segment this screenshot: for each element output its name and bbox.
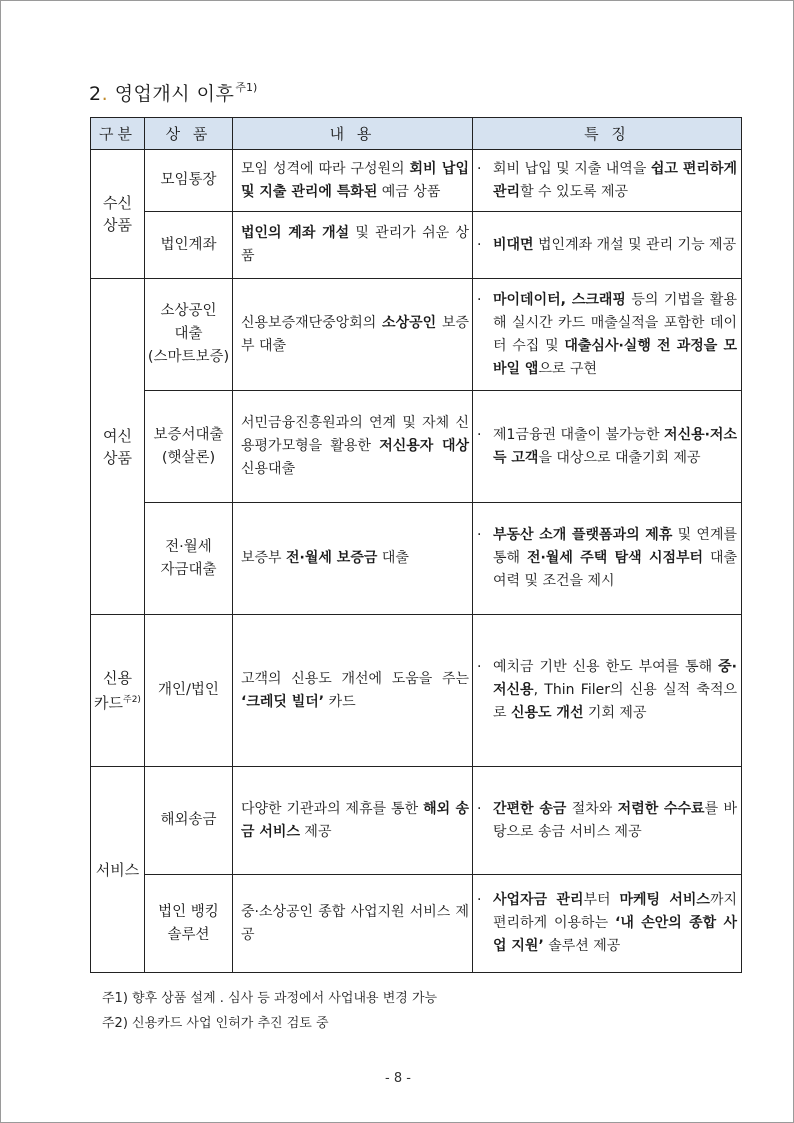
feature-text-segment: 마케팅 서비스 (619, 892, 710, 908)
content-cell (233, 615, 473, 767)
content-cell (233, 150, 473, 212)
page-number: - 8 - (385, 1071, 411, 1086)
category-cell (91, 767, 145, 973)
feature-text-segment: 마이데이터, 스크래핑 (493, 291, 626, 308)
content-text: 제공 (299, 823, 332, 840)
product-name: 개인/법인 (158, 682, 219, 698)
bullet-icon: · (477, 800, 482, 817)
bullet-icon: · (477, 892, 482, 908)
feature-item (477, 889, 737, 958)
feature-text (493, 524, 737, 593)
product-name: (햇살론) (161, 449, 216, 466)
product-name: 자금대출 (160, 561, 217, 578)
content-text: 신용대출 (241, 461, 296, 477)
footnote-2: 주2) 신용카드 사업 인허가 추진 검토 중 (102, 1016, 329, 1031)
table-row (91, 503, 742, 615)
product-cell (145, 150, 233, 212)
feature-text (493, 656, 737, 725)
header-product: 상 품 (145, 118, 233, 150)
bullet-icon: · (477, 236, 482, 253)
feature-cell (473, 767, 742, 875)
feature-text-segment: 사업자금 관리 (493, 892, 584, 908)
section-title-text: 영업개시 이후 (114, 83, 235, 105)
feature-text (493, 798, 737, 844)
category-cell (91, 279, 145, 615)
content-text: 보증부 (241, 550, 287, 566)
content-text: 신용보증재단중앙회의 (241, 314, 383, 331)
content-text: 소상공인 (382, 314, 437, 331)
feature-text-segment: 솔루션 제공 (543, 938, 621, 954)
product-cell (145, 615, 233, 767)
feature-text-segment: 쉽고 편리하게 관리 (493, 160, 737, 200)
product-name: 전·월세 (165, 538, 212, 555)
feature-text-segment: 전·월세 주택 탐색 시점부터 (526, 550, 704, 566)
category-label: 여신 (103, 426, 132, 445)
bullet-icon: · (477, 291, 482, 308)
content-text: 회비 납입 및 지출 관리에 특화된 (241, 160, 469, 200)
feature-text-segment: 부터 (583, 892, 620, 908)
category-label: 상품 (103, 448, 132, 467)
feature-text (493, 158, 737, 204)
feature-text (493, 889, 737, 958)
table-row (91, 875, 742, 973)
product-cell (145, 279, 233, 391)
content-text: 저신용자 대상 (379, 438, 469, 454)
category-footnote-ref: 주2) (123, 695, 141, 705)
content-text: 중·소상공인 종합 사업지원 서비스 제공 (241, 903, 469, 943)
feature-text-segment: 할 수 있도록 제공 (520, 183, 629, 200)
table-header-row (91, 118, 742, 150)
feature-cell (473, 279, 742, 391)
feature-item (477, 524, 737, 593)
feature-text-segment: 제1금융권 대출이 불가능한 (493, 426, 665, 443)
feature-text-segment: ‘내 손안의 종합 사업 지원’ (493, 915, 738, 954)
content-text: 및 관리가 쉬운 상품 (241, 225, 469, 264)
content-text: 보증부 대출 (241, 314, 469, 354)
section-title (89, 79, 257, 106)
feature-text-segment: 기회 제공 (583, 705, 647, 721)
content-cell (233, 767, 473, 875)
product-name: 모임통장 (160, 172, 217, 188)
content-text: 고객의 신용도 개선에 도움을 주는 (241, 670, 469, 687)
content-cell (233, 391, 473, 503)
feature-item (477, 289, 737, 381)
bullet-icon: · (477, 527, 482, 543)
product-name: 해외송금 (160, 812, 217, 828)
feature-text-segment: 까지 편리하게 이용하는 (493, 892, 737, 931)
product-name: 보증서대출 (153, 426, 224, 443)
section-footnote-ref: 주1) (235, 81, 258, 94)
content-cell (233, 875, 473, 973)
table-row (91, 212, 742, 279)
feature-text-segment: 및 연계를 통해 (493, 527, 737, 566)
feature-text-segment: 중·저신용 (493, 659, 737, 698)
feature-text-segment: 을 대상으로 대출기회 제공 (538, 449, 701, 466)
product-cell (145, 767, 233, 875)
product-name: (스마트보증) (147, 349, 230, 365)
feature-text-segment: 신용도 개선 (510, 705, 584, 721)
product-cell (145, 391, 233, 503)
product-table (90, 117, 742, 973)
product-name: 법인계좌 (160, 236, 217, 253)
section-number-dot: . (101, 83, 109, 105)
feature-text-segment: 를 바탕으로 송금 서비스 제공 (493, 800, 737, 840)
feature-text-segment: 등의 기법을 활용해 실시간 카드 매출실적을 포함한 데이터 수집 및 (493, 291, 737, 354)
feature-text-segment: 절차와 (566, 800, 618, 817)
content-cell (233, 279, 473, 391)
content-text: 카드 (324, 693, 356, 710)
feature-text-segment: 법인계좌 개설 및 관리 기능 제공 (533, 236, 737, 253)
product-cell (145, 875, 233, 973)
content-cell (233, 503, 473, 615)
feature-item (477, 798, 737, 844)
product-name: 대출 (174, 326, 203, 342)
category-label: 수신 (103, 194, 132, 212)
content-text: 해외 송금 서비스 (241, 800, 469, 840)
table-row (91, 615, 742, 767)
feature-text-segment: 회비 납입 및 지출 내역을 (493, 160, 651, 177)
category-label: 신용 (103, 669, 132, 687)
content-text: 모임 성격에 따라 구성원의 (241, 160, 410, 177)
feature-text-segment: 예치금 기반 신용 한도 부여를 통해 (493, 659, 719, 675)
feature-text-segment: , Thin Filer의 신용 실적 축적으로 (493, 682, 737, 721)
feature-cell (473, 875, 742, 973)
feature-text-segment: 비대면 (493, 236, 534, 253)
table-row (91, 150, 742, 212)
feature-cell (473, 503, 742, 615)
table-body (91, 150, 742, 973)
feature-text-segment: 대출여력 및 조건을 제시 (493, 550, 738, 589)
content-text: 서민금융진흥원과의 연계 및 자체 신용평가모형을 활용한 (241, 415, 469, 454)
header-content: 내 용 (233, 118, 473, 150)
feature-item (477, 656, 737, 725)
feature-text-segment: 대출심사·실행 전 과정을 모바일 앱 (493, 337, 737, 377)
content-text: 대출 (377, 550, 409, 566)
feature-cell (473, 212, 742, 279)
feature-text (493, 234, 737, 257)
footnote-1: 주1) 향후 상품 설계 . 심사 등 과정에서 사업내용 변경 가능 (102, 991, 438, 1006)
product-name: 소상공인 (160, 303, 217, 319)
header-category: 구분 (91, 118, 145, 150)
footnotes (102, 986, 437, 1036)
product-name: 법인 뱅킹 (158, 903, 219, 920)
feature-item (477, 158, 737, 204)
product-cell (145, 212, 233, 279)
category-cell (91, 150, 145, 279)
category-label: 서비스 (95, 860, 140, 879)
content-text: 전·월세 보증금 (286, 550, 378, 566)
content-text: 법인의 계좌 개설 (241, 225, 350, 241)
feature-item (477, 424, 737, 470)
feature-text-segment: 간편한 송금 (493, 800, 567, 817)
feature-text (493, 424, 737, 470)
header-feature: 특 징 (473, 118, 742, 150)
content-text: ‘크레딧 빌더’ (241, 693, 325, 710)
product-cell (145, 503, 233, 615)
table-row (91, 391, 742, 503)
bullet-icon: · (477, 426, 482, 443)
product-name: 솔루션 (167, 926, 210, 943)
table-row (91, 279, 742, 391)
bullet-icon: · (477, 659, 482, 675)
feature-cell (473, 150, 742, 212)
section-number: 2 (89, 83, 102, 105)
feature-text-segment: 저렴한 수수료 (617, 800, 705, 817)
content-cell (233, 212, 473, 279)
table-row (91, 767, 742, 875)
content-text: 다양한 기관과의 제휴를 통한 (241, 800, 424, 817)
category-label: 상품 (103, 216, 132, 234)
feature-cell (473, 391, 742, 503)
category-cell (91, 615, 145, 767)
feature-text (493, 289, 737, 381)
feature-text-segment: 으로 구현 (538, 360, 597, 377)
category-label: 카드 (94, 694, 124, 712)
feature-cell (473, 615, 742, 767)
bullet-icon: · (477, 160, 482, 177)
content-text: 예금 상품 (377, 183, 441, 200)
feature-text-segment: 부동산 소개 플랫폼과의 제휴 (493, 527, 673, 543)
feature-text-segment: 저신용·저소득 고객 (493, 426, 737, 466)
feature-item (477, 234, 737, 257)
